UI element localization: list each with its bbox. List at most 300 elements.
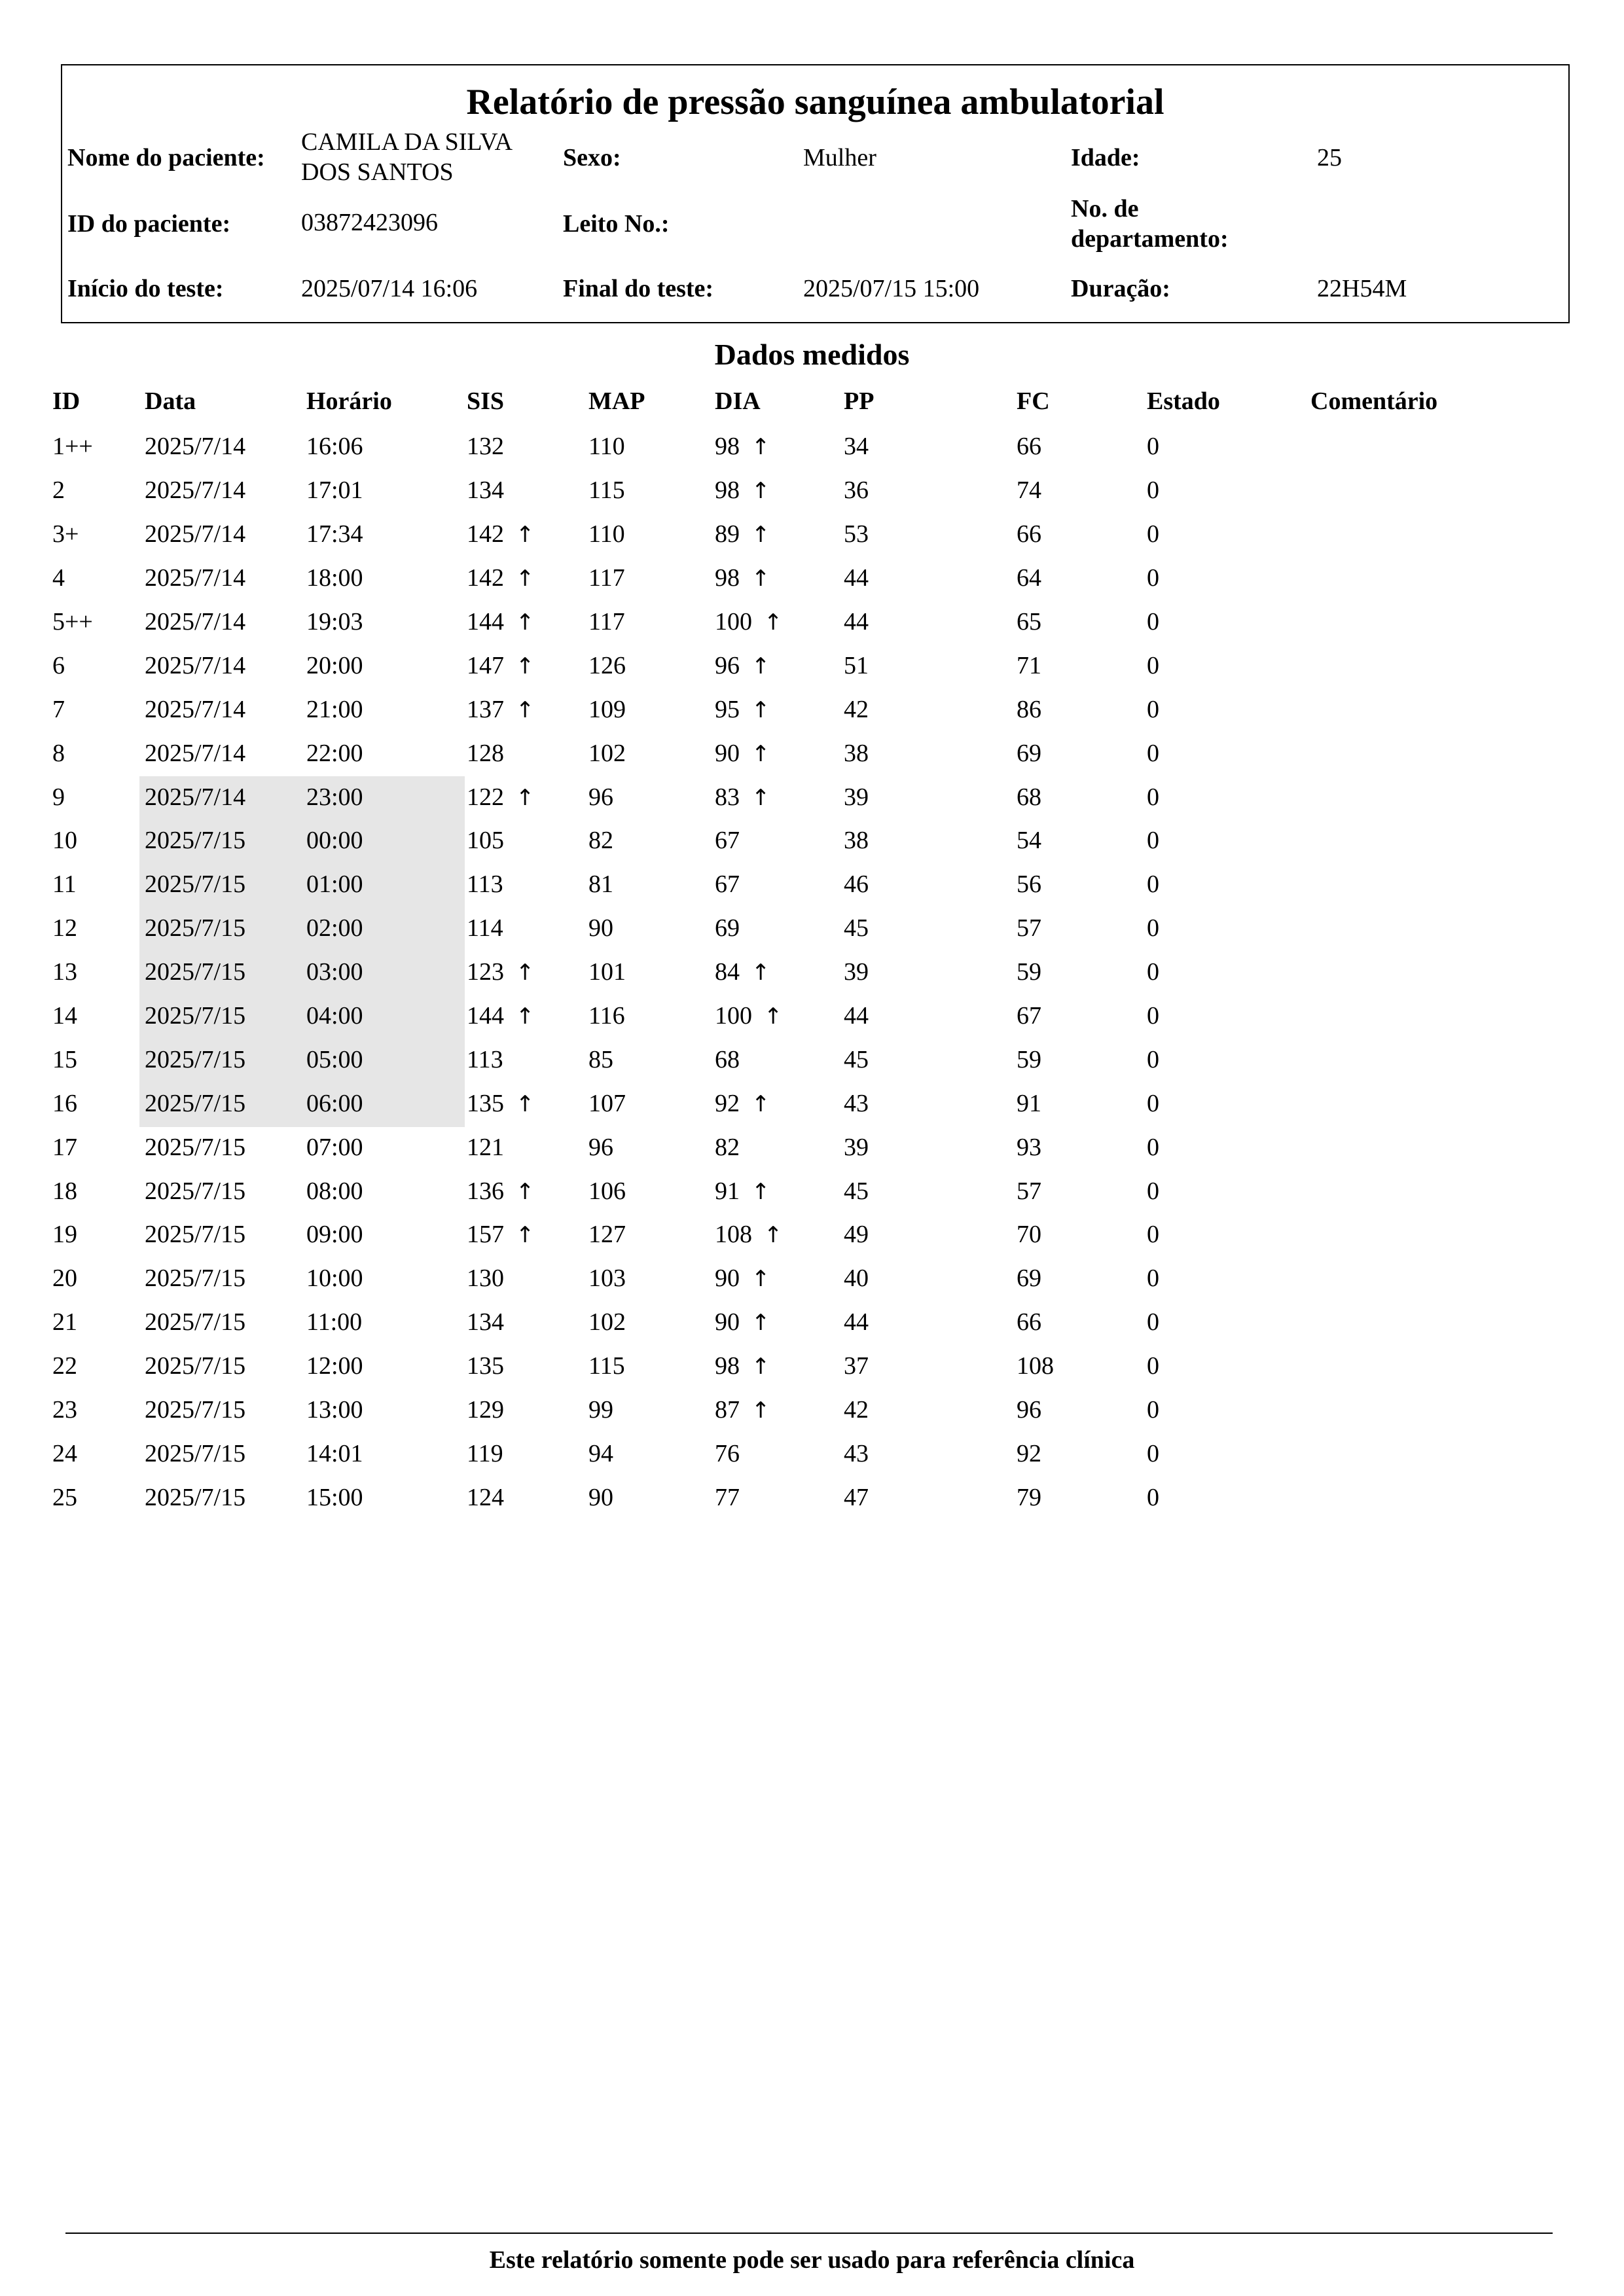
table-row xyxy=(52,906,1507,950)
cell-pp-value: 42 xyxy=(844,1396,869,1424)
cell-data-value: 2025/7/15 xyxy=(145,1221,246,1249)
cell-horario xyxy=(306,1125,467,1169)
table-body xyxy=(52,425,1507,1519)
cell-dia xyxy=(715,643,844,687)
cell-sis xyxy=(467,950,588,994)
cell-estado-value: 0 xyxy=(1147,564,1159,592)
cell-dia-value: 87 xyxy=(715,1396,740,1424)
cell-data xyxy=(145,643,306,687)
cell-horario xyxy=(306,863,467,906)
table-row xyxy=(52,1300,1507,1344)
cell-map-value: 127 xyxy=(588,1221,626,1249)
cell-comentario xyxy=(1310,643,1507,687)
cell-comentario xyxy=(1310,1431,1507,1475)
cell-estado xyxy=(1147,469,1310,512)
cell-data-value: 2025/7/14 xyxy=(145,476,246,505)
arrow-up-icon: ↑ xyxy=(516,696,535,723)
cell-map xyxy=(588,643,715,687)
cell-fc-value: 92 xyxy=(1017,1439,1041,1467)
cell-sis-value: 113 xyxy=(467,1045,503,1073)
cell-fc xyxy=(1017,556,1147,600)
cell-horario-value: 19:03 xyxy=(306,608,363,636)
cell-horario xyxy=(306,1037,467,1081)
cell-comentario xyxy=(1310,775,1507,819)
cell-sis xyxy=(467,1475,588,1519)
cell-horario-value: 13:00 xyxy=(306,1396,363,1424)
cell-horario-value: 05:00 xyxy=(306,1045,363,1073)
cell-map-value: 94 xyxy=(588,1439,613,1467)
cell-data xyxy=(145,1213,306,1257)
test-start-value: 2025/07/14 16:06 xyxy=(301,275,478,302)
cell-id xyxy=(52,731,145,775)
cell-horario-value: 02:00 xyxy=(306,914,363,942)
cell-id-value: 2 xyxy=(52,476,65,505)
cell-estado-value: 0 xyxy=(1147,695,1159,723)
cell-data-value: 2025/7/15 xyxy=(145,1002,246,1030)
cell-pp-value: 45 xyxy=(844,1045,869,1073)
cell-estado-value: 0 xyxy=(1147,476,1159,505)
cell-estado xyxy=(1147,1344,1310,1388)
cell-sis-value: 128 xyxy=(467,739,504,767)
cell-data xyxy=(145,600,306,644)
cell-id-value: 9 xyxy=(52,783,65,811)
cell-pp-value: 44 xyxy=(844,608,869,636)
cell-horario-value: 08:00 xyxy=(306,1177,363,1205)
table-row xyxy=(52,1169,1507,1213)
cell-map-value: 90 xyxy=(588,1483,613,1511)
table-row xyxy=(52,775,1507,819)
cell-dia-value: 84 xyxy=(715,958,740,986)
cell-fc-value: 86 xyxy=(1017,695,1041,723)
cell-map xyxy=(588,863,715,906)
cell-pp xyxy=(844,1125,1017,1169)
cell-estado xyxy=(1147,1125,1310,1169)
col-header-map: MAP xyxy=(588,387,645,415)
cell-fc-value: 59 xyxy=(1017,1045,1041,1073)
arrow-up-icon: ↑ xyxy=(751,784,770,811)
arrow-up-icon: ↑ xyxy=(751,696,770,723)
cell-comentario xyxy=(1310,819,1507,863)
table-header-row xyxy=(52,378,1507,425)
cell-estado xyxy=(1147,643,1310,687)
arrow-up-icon: ↑ xyxy=(751,1266,770,1293)
cell-pp-value: 44 xyxy=(844,564,869,592)
cell-estado xyxy=(1147,1257,1310,1300)
cell-horario xyxy=(306,1431,467,1475)
cell-sis xyxy=(467,1125,588,1169)
cell-fc-value: 68 xyxy=(1017,783,1041,811)
cell-map xyxy=(588,1081,715,1125)
table-row xyxy=(52,819,1507,863)
cell-horario-value: 18:00 xyxy=(306,564,363,592)
arrow-up-icon: ↑ xyxy=(751,740,770,767)
cell-pp-value: 38 xyxy=(844,827,869,855)
cell-dia xyxy=(715,1213,844,1257)
cell-sis xyxy=(467,1169,588,1213)
cell-fc-value: 69 xyxy=(1017,1265,1041,1293)
cell-pp xyxy=(844,950,1017,994)
cell-dia xyxy=(715,1257,844,1300)
cell-id xyxy=(52,512,145,556)
arrow-up-icon: ↑ xyxy=(764,609,783,636)
cell-map-value: 110 xyxy=(588,520,625,548)
cell-pp xyxy=(844,1300,1017,1344)
col-header-estado: Estado xyxy=(1147,387,1220,415)
cell-fc xyxy=(1017,1213,1147,1257)
cell-map-value: 115 xyxy=(588,1352,625,1380)
cell-data-value: 2025/7/15 xyxy=(145,914,246,942)
cell-comentario xyxy=(1310,512,1507,556)
cell-sis xyxy=(467,1213,588,1257)
cell-data xyxy=(145,1475,306,1519)
cell-dia-value: 95 xyxy=(715,695,740,723)
cell-data xyxy=(145,1037,306,1081)
cell-dia-value: 77 xyxy=(715,1483,740,1511)
cell-sis xyxy=(467,512,588,556)
cell-data xyxy=(145,1431,306,1475)
cell-horario-value: 12:00 xyxy=(306,1352,363,1380)
cell-dia-value: 90 xyxy=(715,1265,740,1293)
cell-horario-value: 17:01 xyxy=(306,476,363,505)
cell-map xyxy=(588,1344,715,1388)
table-row xyxy=(52,1431,1507,1475)
cell-estado xyxy=(1147,1081,1310,1125)
cell-estado xyxy=(1147,556,1310,600)
cell-dia-value: 90 xyxy=(715,739,740,767)
table-row xyxy=(52,556,1507,600)
cell-pp xyxy=(844,906,1017,950)
cell-map-value: 117 xyxy=(588,608,625,636)
cell-pp xyxy=(844,1475,1017,1519)
cell-map xyxy=(588,950,715,994)
cell-pp xyxy=(844,469,1017,512)
cell-estado-value: 0 xyxy=(1147,1002,1159,1030)
cell-horario xyxy=(306,643,467,687)
col-header-comentario: Comentário xyxy=(1310,387,1438,415)
cell-pp-value: 44 xyxy=(844,1002,869,1030)
cell-map-value: 99 xyxy=(588,1396,613,1424)
cell-id xyxy=(52,1037,145,1081)
test-end-value: 2025/07/15 15:00 xyxy=(803,275,980,302)
cell-data-value: 2025/7/15 xyxy=(145,1133,246,1161)
cell-dia xyxy=(715,425,844,469)
cell-map xyxy=(588,1037,715,1081)
cell-id xyxy=(52,469,145,512)
arrow-up-icon: ↑ xyxy=(751,565,770,592)
cell-horario-value: 21:00 xyxy=(306,695,363,723)
cell-horario-value: 01:00 xyxy=(306,870,363,899)
cell-horario xyxy=(306,1300,467,1344)
cell-id xyxy=(52,819,145,863)
cell-sis xyxy=(467,600,588,644)
cell-fc-value: 65 xyxy=(1017,608,1041,636)
cell-sis-value: 122 xyxy=(467,783,504,811)
cell-estado-value: 0 xyxy=(1147,1439,1159,1467)
arrow-up-icon: ↑ xyxy=(751,960,770,986)
cell-pp xyxy=(844,643,1017,687)
cell-map xyxy=(588,1388,715,1432)
cell-estado-value: 0 xyxy=(1147,827,1159,855)
cell-fc xyxy=(1017,687,1147,731)
cell-fc-value: 57 xyxy=(1017,1177,1041,1205)
cell-pp xyxy=(844,1431,1017,1475)
cell-estado-value: 0 xyxy=(1147,1396,1159,1424)
cell-sis-value: 142 xyxy=(467,564,504,592)
cell-sis-value: 124 xyxy=(467,1483,504,1511)
test-start-label: Início do teste: xyxy=(67,275,224,302)
cell-data-value: 2025/7/15 xyxy=(145,1308,246,1336)
cell-fc-value: 70 xyxy=(1017,1221,1041,1249)
cell-estado xyxy=(1147,1388,1310,1432)
cell-data-value: 2025/7/14 xyxy=(145,608,246,636)
cell-horario xyxy=(306,1388,467,1432)
cell-comentario xyxy=(1310,1081,1507,1125)
cell-data-value: 2025/7/14 xyxy=(145,739,246,767)
cell-id xyxy=(52,775,145,819)
arrow-up-icon: ↑ xyxy=(516,522,535,548)
cell-fc xyxy=(1017,731,1147,775)
cell-fc xyxy=(1017,512,1147,556)
cell-data xyxy=(145,556,306,600)
cell-map-value: 82 xyxy=(588,827,613,855)
cell-sis xyxy=(467,994,588,1038)
cell-sis xyxy=(467,1431,588,1475)
cell-dia xyxy=(715,1037,844,1081)
cell-sis-value: 147 xyxy=(467,651,504,679)
cell-fc-value: 91 xyxy=(1017,1089,1041,1117)
cell-comentario xyxy=(1310,1125,1507,1169)
cell-fc xyxy=(1017,994,1147,1038)
cell-horario-value: 14:01 xyxy=(306,1439,363,1467)
age-value: 25 xyxy=(1317,144,1342,171)
cell-pp-value: 39 xyxy=(844,783,869,811)
cell-sis xyxy=(467,906,588,950)
cell-map xyxy=(588,1213,715,1257)
cell-pp-value: 49 xyxy=(844,1221,869,1249)
cell-comentario xyxy=(1310,556,1507,600)
cell-horario xyxy=(306,906,467,950)
cell-estado xyxy=(1147,819,1310,863)
cell-comentario xyxy=(1310,1169,1507,1213)
cell-pp xyxy=(844,731,1017,775)
cell-estado xyxy=(1147,1475,1310,1519)
cell-horario xyxy=(306,775,467,819)
cell-map xyxy=(588,1257,715,1300)
cell-id xyxy=(52,425,145,469)
cell-horario-value: 17:34 xyxy=(306,520,363,548)
cell-estado-value: 0 xyxy=(1147,608,1159,636)
cell-sis xyxy=(467,775,588,819)
cell-data xyxy=(145,1388,306,1432)
cell-horario xyxy=(306,512,467,556)
cell-pp-value: 39 xyxy=(844,958,869,986)
cell-dia-value: 100 xyxy=(715,1002,752,1030)
cell-data-value: 2025/7/14 xyxy=(145,695,246,723)
cell-data-value: 2025/7/15 xyxy=(145,958,246,986)
table-row xyxy=(52,731,1507,775)
measurements-table xyxy=(52,378,1507,1519)
cell-horario xyxy=(306,731,467,775)
cell-data-value: 2025/7/15 xyxy=(145,1089,246,1117)
cell-sis-value: 157 xyxy=(467,1221,504,1249)
cell-comentario xyxy=(1310,731,1507,775)
patient-info-box xyxy=(61,64,1570,323)
cell-dia-value: 108 xyxy=(715,1221,752,1249)
cell-horario xyxy=(306,600,467,644)
table-row xyxy=(52,1037,1507,1081)
cell-sis xyxy=(467,731,588,775)
col-header-id: ID xyxy=(52,387,81,415)
cell-fc xyxy=(1017,1300,1147,1344)
cell-pp xyxy=(844,1081,1017,1125)
cell-fc xyxy=(1017,1037,1147,1081)
cell-fc xyxy=(1017,600,1147,644)
arrow-up-icon: ↑ xyxy=(516,1003,535,1030)
cell-dia xyxy=(715,1388,844,1432)
cell-horario xyxy=(306,425,467,469)
cell-comentario xyxy=(1310,1257,1507,1300)
cell-horario-value: 09:00 xyxy=(306,1221,363,1249)
cell-estado-value: 0 xyxy=(1147,1483,1159,1511)
cell-map-value: 117 xyxy=(588,564,625,592)
cell-id-value: 6 xyxy=(52,651,65,679)
cell-id xyxy=(52,1431,145,1475)
cell-data-value: 2025/7/15 xyxy=(145,827,246,855)
cell-sis xyxy=(467,1081,588,1125)
cell-estado-value: 0 xyxy=(1147,1352,1159,1380)
cell-fc-value: 67 xyxy=(1017,1002,1041,1030)
cell-id-value: 10 xyxy=(52,827,77,855)
cell-id-value: 11 xyxy=(52,870,77,899)
cell-comentario xyxy=(1310,1388,1507,1432)
cell-horario xyxy=(306,687,467,731)
cell-sis-value: 119 xyxy=(467,1439,503,1467)
cell-sis-value: 135 xyxy=(467,1089,504,1117)
cell-map-value: 96 xyxy=(588,1133,613,1161)
cell-sis xyxy=(467,469,588,512)
cell-data-value: 2025/7/15 xyxy=(145,1483,246,1511)
cell-map-value: 106 xyxy=(588,1177,626,1205)
cell-map xyxy=(588,731,715,775)
cell-dia-value: 90 xyxy=(715,1308,740,1336)
cell-dia xyxy=(715,1431,844,1475)
cell-pp xyxy=(844,819,1017,863)
cell-data xyxy=(145,731,306,775)
col-header-horario: Horário xyxy=(306,387,392,415)
cell-horario-value: 06:00 xyxy=(306,1089,363,1117)
cell-data-value: 2025/7/15 xyxy=(145,870,246,899)
cell-fc-value: 79 xyxy=(1017,1483,1041,1511)
cell-map xyxy=(588,994,715,1038)
cell-horario-value: 20:00 xyxy=(306,651,363,679)
cell-estado-value: 0 xyxy=(1147,1133,1159,1161)
cell-map-value: 107 xyxy=(588,1089,626,1117)
col-header-pp: PP xyxy=(844,387,875,415)
cell-pp xyxy=(844,1169,1017,1213)
cell-pp-value: 34 xyxy=(844,433,869,461)
department-label-line2: departamento: xyxy=(1071,225,1229,253)
cell-sis xyxy=(467,1257,588,1300)
cell-sis-value: 123 xyxy=(467,958,504,986)
cell-comentario xyxy=(1310,1213,1507,1257)
cell-comentario xyxy=(1310,687,1507,731)
cell-horario xyxy=(306,819,467,863)
arrow-up-icon: ↑ xyxy=(751,1090,770,1117)
cell-sis-value: 134 xyxy=(467,1308,504,1336)
cell-estado xyxy=(1147,906,1310,950)
cell-fc-value: 93 xyxy=(1017,1133,1041,1161)
arrow-up-icon: ↑ xyxy=(751,653,770,679)
cell-fc-value: 54 xyxy=(1017,827,1041,855)
cell-dia xyxy=(715,1169,844,1213)
cell-dia-value: 100 xyxy=(715,608,752,636)
cell-data xyxy=(145,906,306,950)
cell-estado xyxy=(1147,600,1310,644)
cell-fc xyxy=(1017,643,1147,687)
cell-id-value: 15 xyxy=(52,1045,77,1073)
cell-dia xyxy=(715,512,844,556)
cell-pp xyxy=(844,775,1017,819)
cell-comentario xyxy=(1310,950,1507,994)
cell-estado xyxy=(1147,687,1310,731)
cell-data xyxy=(145,994,306,1038)
cell-id-value: 19 xyxy=(52,1221,77,1249)
cell-data-value: 2025/7/15 xyxy=(145,1177,246,1205)
arrow-up-icon: ↑ xyxy=(516,653,535,679)
cell-data-value: 2025/7/14 xyxy=(145,651,246,679)
duration-label: Duração: xyxy=(1071,275,1170,302)
table-row xyxy=(52,643,1507,687)
cell-pp xyxy=(844,600,1017,644)
cell-horario xyxy=(306,556,467,600)
table-row xyxy=(52,1213,1507,1257)
cell-data xyxy=(145,1081,306,1125)
cell-dia xyxy=(715,1125,844,1169)
col-header-fc: FC xyxy=(1017,387,1050,415)
cell-id-value: 22 xyxy=(52,1352,77,1380)
arrow-up-icon: ↑ xyxy=(516,1090,535,1117)
cell-horario-value: 15:00 xyxy=(306,1483,363,1511)
cell-dia-value: 67 xyxy=(715,870,740,899)
cell-sis xyxy=(467,425,588,469)
cell-dia xyxy=(715,1475,844,1519)
cell-dia xyxy=(715,556,844,600)
cell-sis xyxy=(467,1300,588,1344)
cell-data xyxy=(145,950,306,994)
cell-dia-value: 76 xyxy=(715,1439,740,1467)
cell-pp-value: 36 xyxy=(844,476,869,505)
table-row xyxy=(52,512,1507,556)
cell-fc xyxy=(1017,425,1147,469)
cell-estado-value: 0 xyxy=(1147,739,1159,767)
sex-value: Mulher xyxy=(803,144,876,171)
table-row xyxy=(52,425,1507,469)
cell-map-value: 90 xyxy=(588,914,613,942)
cell-dia xyxy=(715,731,844,775)
arrow-up-icon: ↑ xyxy=(516,784,535,811)
table-row xyxy=(52,1081,1507,1125)
cell-id-value: 3+ xyxy=(52,520,79,548)
table-row xyxy=(52,1257,1507,1300)
cell-estado-value: 0 xyxy=(1147,870,1159,899)
cell-estado-value: 0 xyxy=(1147,1221,1159,1249)
cell-horario-value: 11:00 xyxy=(306,1308,363,1336)
cell-fc xyxy=(1017,863,1147,906)
cell-sis-value: 121 xyxy=(467,1133,504,1161)
cell-horario xyxy=(306,1344,467,1388)
cell-comentario xyxy=(1310,600,1507,644)
cell-map xyxy=(588,906,715,950)
